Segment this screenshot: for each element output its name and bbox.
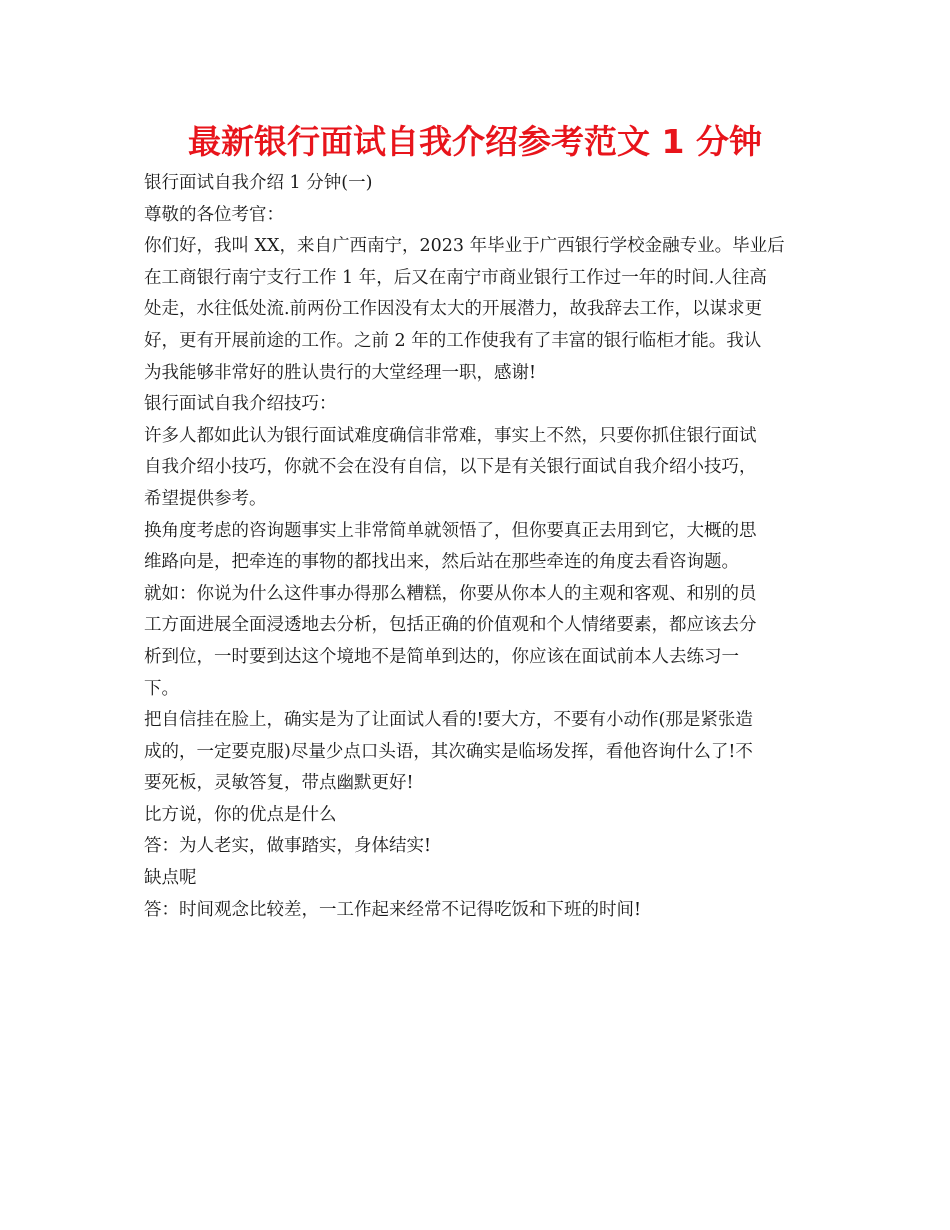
text-line: 就如：你说为什么这件事办得那么糟糕，你要从你本人的主观和客观、和别的员: [144, 583, 757, 604]
text-line: 维路向是，把牵连的事物的都找出来，然后站在那些牵连的角度去看咨询题。: [144, 552, 739, 573]
text-line: 析到位，一时要到达这个境地不是简单到达的，你应该在面试前本人去练习一: [144, 646, 739, 667]
text-line: 好，更有开展前途的工作。之前 2 年的工作使我有了丰富的银行临柜才能。我认: [144, 330, 762, 351]
text-line: 要死板，灵敏答复，带点幽默更好!: [144, 773, 414, 794]
text-line: 工方面进展全面浸透地去分析，包括正确的价值观和个人情绪要素，都应该去分: [144, 615, 757, 636]
text-line: 处走，水往低处流.前两份工作因没有太大的开展潜力，故我辞去工作，以谋求更: [144, 299, 763, 320]
text-line: 答：时间观念比较差，一工作起来经常不记得吃饭和下班的时间!: [144, 899, 642, 920]
text-line: 希望提供参考。: [144, 488, 267, 509]
text-line: 尊敬的各位考官：: [144, 204, 284, 225]
text-line: 自我介绍小技巧，你就不会在没有自信，以下是有关银行面试自我介绍小技巧，: [144, 457, 757, 478]
document-body: [144, 168, 808, 926]
text-line: 换角度考虑的咨询题事实上非常简单就领悟了，但你要真正去用到它，大概的思: [144, 520, 757, 541]
text-line: 比方说，你的优点是什么: [144, 804, 337, 825]
text-line: 下。: [144, 678, 179, 699]
text-line: 你们好，我叫 XX，来自广西南宁，2023 年毕业于广西银行学校金融专业。毕业后: [144, 236, 785, 257]
text-line: 为我能够非常好的胜认贵行的大堂经理一职，感谢!: [144, 362, 537, 383]
text-line: 银行面试自我介绍技巧：: [144, 394, 337, 415]
text-line: 许多人都如此认为银行面试难度确信非常难，事实上不然，只要你抓住银行面试: [144, 425, 757, 446]
text-line: 成的，一定要克服)尽量少点口头语，其次确实是临场发挥，看他咨询什么了!不: [144, 741, 753, 762]
document-title: 最新银行面试自我介绍参考范文 1 分钟: [188, 122, 762, 161]
text-line: 把自信挂在脸上，确实是为了让面试人看的!要大方，不要有小动作(那是紧张造: [144, 710, 753, 731]
text-line: 银行面试自我介绍 1 分钟(一): [144, 173, 373, 193]
text-line: 缺点呢: [144, 868, 197, 889]
text-line: 在工商银行南宁支行工作 1 年，后又在南宁市商业银行工作过一年的时间.人往高: [144, 267, 767, 288]
text-line: 答：为人老实，做事踏实，身体结实!: [144, 836, 432, 857]
